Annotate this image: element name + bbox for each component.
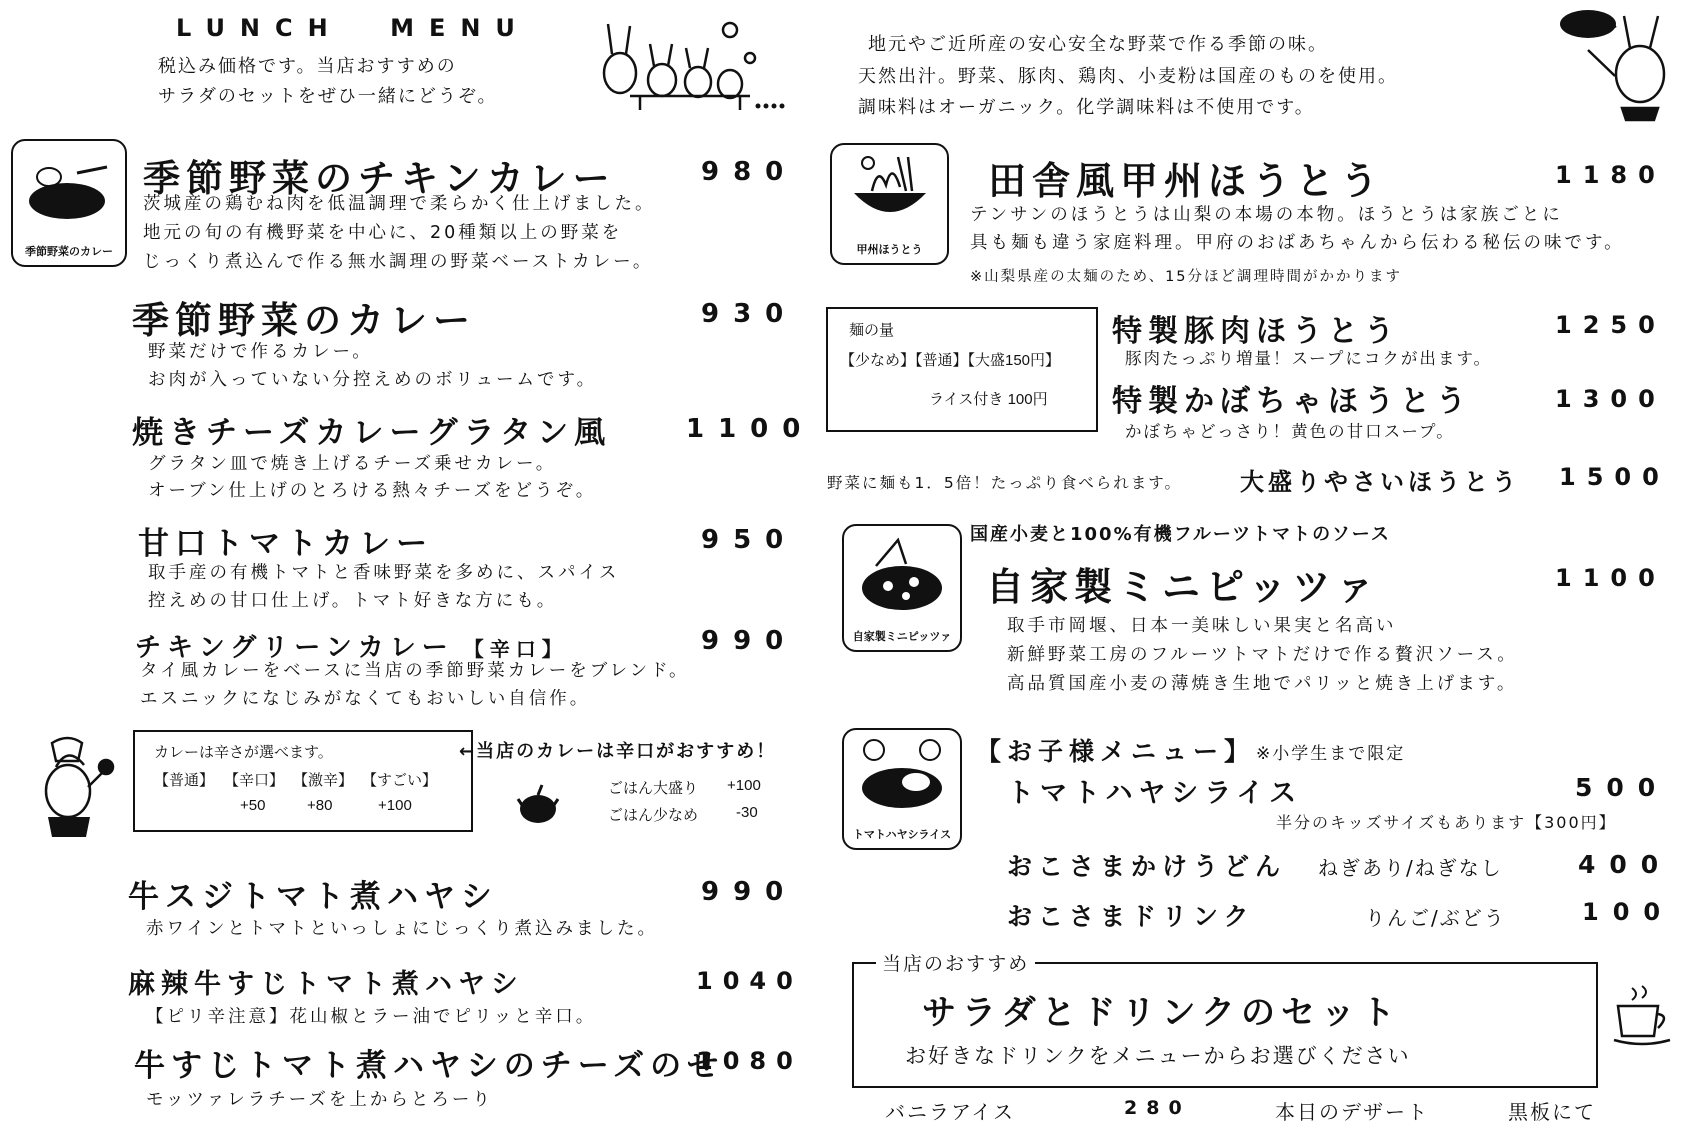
item-price: 100 bbox=[1582, 898, 1675, 926]
noodle-rice-option: ライス付き 100円 bbox=[929, 391, 1048, 408]
item-price: 1500 bbox=[1559, 463, 1670, 491]
pizza-icon-caption: 自家製ミニピッツァ bbox=[852, 630, 952, 643]
houtou-icon-box bbox=[830, 143, 949, 265]
item-desc: お肉が入っていない分控えめのボリュームです。 bbox=[148, 370, 598, 390]
item-price: 990 bbox=[701, 877, 798, 907]
spice-price: +80 bbox=[307, 797, 333, 814]
item-desc: 取手市岡堰、日本一美味しい果実と名高い bbox=[1007, 616, 1397, 636]
item-desc: 取手産の有機トマトと香味野菜を多めに、スパイス bbox=[148, 563, 620, 583]
item-price: 1080 bbox=[696, 1047, 803, 1075]
item-price: 1300 bbox=[1555, 385, 1666, 413]
item-price: 1250 bbox=[1555, 311, 1666, 339]
item-name: 甘口トマトカレー bbox=[138, 526, 434, 562]
item-desc: 野菜だけで作るカレー。 bbox=[148, 342, 373, 362]
item-name: おこさまドリンク bbox=[1007, 902, 1255, 931]
kids-icon-caption: トマトハヤシライス bbox=[852, 828, 952, 841]
spice-option[interactable]: 【激辛】 bbox=[293, 772, 354, 789]
dessert-name: バニラアイス bbox=[885, 1100, 1015, 1124]
coffee-cup-icon bbox=[1612, 982, 1676, 1048]
salad-set-desc: お好きなドリンクをメニューからお選びください bbox=[905, 1044, 1411, 1068]
spicy-tag: 【辛口】 bbox=[463, 637, 568, 661]
spice-recommend-note: ←当店のカレーは辛口がおすすめ！ bbox=[459, 741, 777, 762]
item-price: 1100 bbox=[686, 414, 815, 444]
salad-set-label: 当店のおすすめ bbox=[876, 949, 1035, 976]
dessert-board: 黒板にて bbox=[1508, 1100, 1596, 1124]
noodle-heading: 麺の量 bbox=[849, 322, 895, 339]
item-name: 麻辣牛すじトマト煮ハヤシ bbox=[128, 969, 524, 1000]
item-name: 田舎風甲州ほうとう bbox=[988, 159, 1385, 203]
policy-line-1: 地元やご近所産の安心安全な野菜で作る季節の味。 bbox=[868, 34, 1328, 55]
curry-icon-caption: 季節野菜のカレー bbox=[25, 245, 113, 258]
pizza-subtitle: 国産小麦と100%有機フルーツトマトのソース bbox=[970, 524, 1391, 545]
item-price: 980 bbox=[701, 157, 798, 187]
item-desc: 赤ワインとトマトといっしょにじっくり煮込みました。 bbox=[146, 919, 658, 939]
item-desc: エスニックになじみがなくてもおいしい自信作。 bbox=[140, 689, 591, 709]
hayashi-rice-icon bbox=[858, 738, 946, 812]
item-desc: グラタン皿で焼き上げるチーズ乗せカレー。 bbox=[148, 454, 557, 474]
rice-option-price: -30 bbox=[736, 804, 758, 821]
large-houtou-note: 野菜に麺も1．5倍！たっぷり食べられます。 bbox=[827, 474, 1182, 492]
item-desc: 地元の旬の有機野菜を中心に、20種類以上の野菜を bbox=[143, 223, 623, 243]
item-desc: 豚肉たっぷり増量！スープにコクが出ます。 bbox=[1125, 349, 1493, 368]
item-price: 1040 bbox=[696, 967, 803, 995]
item-name: トマトハヤシライス bbox=[1007, 778, 1303, 809]
item-price: 1180 bbox=[1555, 161, 1666, 189]
intro-line-1: 税込み価格です。当店おすすめの bbox=[158, 56, 457, 77]
item-name: 焼きチーズカレーグラタン風 bbox=[132, 415, 612, 451]
curry-icon-box bbox=[11, 139, 127, 267]
spice-price: +100 bbox=[378, 797, 412, 814]
noodle-options[interactable]: 【少なめ】【普通】【大盛150円】 bbox=[840, 352, 1061, 369]
item-options: ねぎあり/ねぎなし bbox=[1318, 856, 1503, 880]
item-name: おこさまかけうどん bbox=[1007, 852, 1287, 881]
item-price: 1100 bbox=[1555, 564, 1666, 592]
item-desc: モッツァレラチーズを上からとろーり bbox=[146, 1090, 493, 1110]
item-price: 930 bbox=[701, 299, 798, 329]
item-desc: オーブン仕上げのとろける熱々チーズをどうぞ。 bbox=[148, 481, 597, 501]
item-name: 牛すじトマト煮ハヤシのチーズのせ bbox=[134, 1048, 725, 1084]
kids-menu-title: 【お子様メニュー】 bbox=[976, 737, 1256, 766]
houtou-note: ※山梨県産の太麺のため、15分ほど調理時間がかかります bbox=[970, 269, 1403, 285]
chef-illustration bbox=[38, 733, 114, 841]
salad-set-name: サラダとドリンクのセット bbox=[922, 993, 1401, 1033]
item-name: 自家製ミニピッツァ bbox=[986, 565, 1381, 609]
item-desc: じっくり煮込んで作る無水調理の野菜ベーストカレー。 bbox=[143, 252, 654, 272]
dessert-today: 本日のデザート bbox=[1275, 1100, 1429, 1124]
item-price: 950 bbox=[701, 525, 798, 555]
rice-option-price: +100 bbox=[727, 777, 761, 794]
item-price: 400 bbox=[1578, 850, 1673, 879]
item-name: 大盛りやさいほうとう bbox=[1240, 468, 1520, 496]
dessert-price: 280 bbox=[1124, 1097, 1191, 1119]
item-desc: タイ風カレーをベースに当店の季節野菜カレーをブレンド。 bbox=[140, 661, 690, 681]
spice-option[interactable]: 【すごい】 bbox=[362, 772, 438, 789]
kids-icon-box bbox=[842, 728, 962, 850]
item-desc: 高品質国産小麦の薄焼き生地でパリッと焼き上げます。 bbox=[1007, 674, 1518, 694]
item-desc: 茨城産の鶏むね肉を低温調理で柔らかく仕上げました。 bbox=[143, 194, 656, 214]
spice-heading: カレーは辛さが選べます。 bbox=[154, 744, 333, 761]
kids-menu-note: ※小学生まで限定 bbox=[1256, 744, 1406, 764]
pizza-icon-box bbox=[842, 524, 962, 652]
policy-line-2: 天然出汁。野菜、豚肉、鶏肉、小麦粉は国産のものを使用。 bbox=[858, 66, 1398, 87]
item-desc: 【ピリ辛注意】花山椒とラー油でピリッと辛口。 bbox=[146, 1007, 597, 1027]
pizza-icon bbox=[858, 536, 946, 616]
item-name: 季節野菜のチキンカレー bbox=[143, 157, 616, 200]
rabbit-family-illustration bbox=[590, 18, 790, 113]
item-price: 500 bbox=[1575, 773, 1670, 802]
policy-line-3: 調味料はオーガニック。化学調味料は不使用です。 bbox=[858, 97, 1315, 118]
item-options: りんご/ぶどう bbox=[1365, 906, 1506, 930]
item-price: 990 bbox=[701, 626, 798, 656]
chef-rabbit-illustration bbox=[1560, 4, 1680, 122]
menu-title: LUNCH MENU bbox=[176, 14, 530, 42]
spice-price: +50 bbox=[240, 797, 266, 814]
rice-option-label: ごはん少なめ bbox=[608, 807, 699, 824]
noodle-bowl-icon bbox=[848, 155, 932, 227]
item-name-text: チキングリーンカレー bbox=[135, 633, 454, 663]
curry-pot-icon bbox=[516, 783, 560, 825]
item-name: 特製豚肉ほうとう bbox=[1112, 314, 1400, 349]
item-name: 季節野菜のカレー bbox=[132, 299, 476, 342]
item-note: 半分のキッズサイズもあります【300円】 bbox=[1276, 813, 1617, 832]
spice-option[interactable]: 【辛口】 bbox=[224, 772, 285, 789]
rice-option-label: ごはん大盛り bbox=[608, 780, 699, 797]
curry-plate-icon bbox=[27, 155, 111, 225]
intro-line-2: サラダのセットをぜひ一緒にどうぞ。 bbox=[158, 86, 498, 107]
item-desc: 新鮮野菜工房のフルーツトマトだけで作る贅沢ソース。 bbox=[1007, 645, 1518, 665]
item-name: 牛スジトマト煮ハヤシ bbox=[128, 879, 498, 915]
item-desc: テンサンのほうとうは山梨の本場の本物。ほうとうは家族ごとに bbox=[970, 205, 1563, 225]
item-desc: かぼちゃどっさり！黄色の甘口スープ。 bbox=[1125, 422, 1455, 441]
houtou-icon-caption: 甲州ほうとう bbox=[856, 243, 923, 256]
spice-option[interactable]: 【普通】 bbox=[154, 772, 215, 789]
item-desc: 具も麺も違う家庭料理。甲府のおばあちゃんから伝わる秘伝の味です。 bbox=[970, 233, 1625, 253]
item-name: 特製かぼちゃほうとう bbox=[1112, 384, 1472, 419]
item-desc: 控えめの甘口仕上げ。トマト好きな方にも。 bbox=[148, 591, 558, 611]
